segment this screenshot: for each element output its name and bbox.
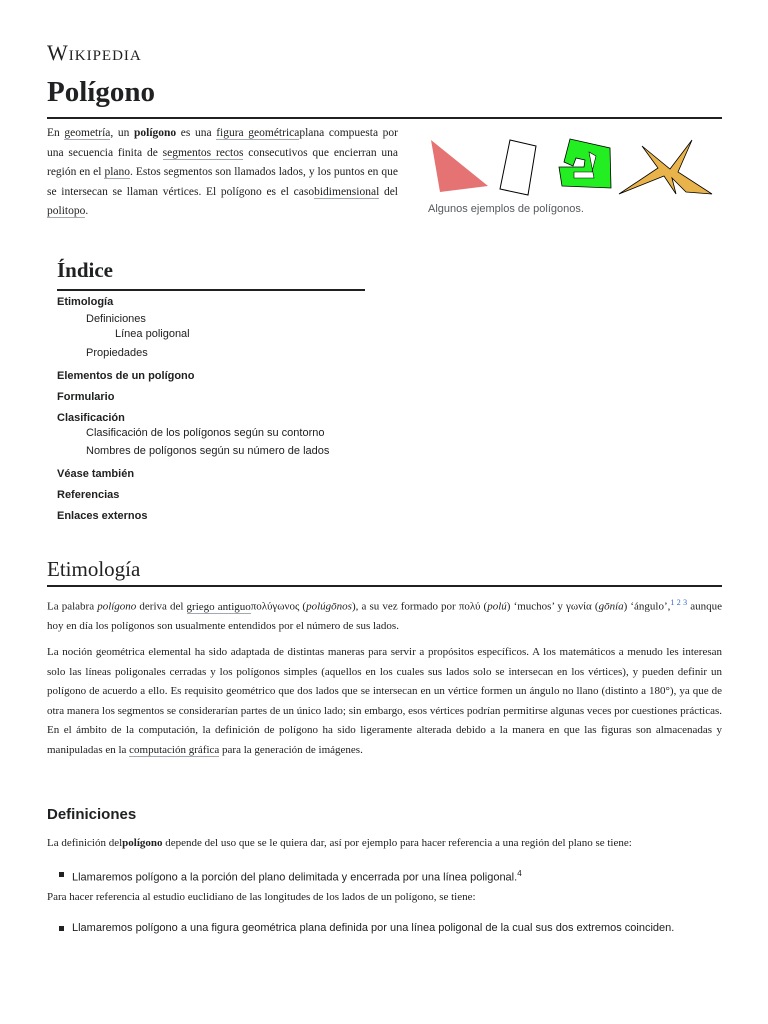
list-item: Llamaremos polígono a una figura geométrica plana definida por una línea poligonal de la cual sus dos extremos coinciden. <box>58 920 737 936</box>
wikipedia-wordmark[interactable]: Wikipedia <box>47 40 142 65</box>
link-figura-geometrica[interactable]: figura geométrica <box>216 127 300 139</box>
toc-item-enlaces-externos[interactable]: Enlaces externos <box>57 510 148 522</box>
para-text: depende del uso que se le quiera dar, así por ejemplo para hacer referencia a una región del plano se tiene: <box>162 837 632 849</box>
para-text: πολύγωνος ( <box>250 600 307 613</box>
section-heading-definiciones: Definiciones <box>47 806 137 823</box>
reference-link[interactable]: 4 <box>517 869 522 878</box>
intro-text: . Estos segmentos son llamados lados, y los puntos en que se intersecan se llaman vértices. El polígono es el caso <box>47 166 398 198</box>
reference-links[interactable]: 1 2 3 <box>670 598 688 607</box>
intro-text: plana compuesta por una secuencia finita de <box>47 127 398 159</box>
intro-text: . <box>85 205 89 217</box>
link-computacion-grafica[interactable]: computación gráfica <box>129 743 220 756</box>
para-text: aunque hoy en día los polígonos son usualmente entendidos por el número de sus lados. <box>47 600 722 633</box>
table-of-contents <box>57 258 367 522</box>
toc-item-propiedades[interactable]: Propiedades <box>86 347 148 359</box>
intro-text: En <box>47 127 65 139</box>
bold-term: polígono <box>122 837 163 849</box>
link-griego-antiguo[interactable]: griego antiguo <box>186 600 251 613</box>
para-text: La definición del <box>47 837 123 849</box>
toc-item-clasificacion-contorno[interactable]: Clasificación de los polígonos según su contorno <box>86 427 325 439</box>
para-text: ) ‘muchos’ y γωνία ( <box>506 600 599 613</box>
intro-paragraph <box>47 124 398 222</box>
toc-title: Índice <box>57 258 114 282</box>
para-text: deriva del <box>136 600 187 613</box>
link-politopo[interactable]: politopo <box>47 205 86 217</box>
toc-divider <box>57 289 365 291</box>
link-bidimensional[interactable]: bidimensional <box>314 185 380 198</box>
etimologia-paragraph-2 <box>47 643 722 760</box>
link-segmentos-rectos[interactable]: segmentos rectos <box>162 146 244 159</box>
list-item-text: Llamaremos polígono a la porción del plano delimitada y encerrada por una línea poligonal. <box>72 871 518 884</box>
section-divider <box>47 585 722 587</box>
red-triangle-shape <box>431 140 488 192</box>
definiciones-paragraph-1 <box>47 834 722 854</box>
link-geometria[interactable]: geometría <box>64 127 111 139</box>
intro-bold-term: polígono <box>133 127 177 139</box>
toc-item-nombres-poligonos[interactable]: Nombres de polígonos según su número de lados <box>86 445 330 457</box>
para-text: La palabra <box>47 600 98 613</box>
link-plano[interactable]: plano <box>104 166 131 178</box>
intro-text: , un <box>110 127 134 139</box>
intro-text: del <box>379 185 398 198</box>
toc-item-elementos[interactable]: Elementos de un polígono <box>57 370 195 382</box>
list-item <box>58 866 737 886</box>
intro-text: es una <box>176 127 217 139</box>
toc-item-linea-poligonal[interactable]: Línea poligonal <box>115 328 190 340</box>
para-text: ), a su vez formado por πολύ ( <box>351 600 488 613</box>
para-text: ) ‘ángulo’, <box>623 600 671 613</box>
toc-item-definiciones[interactable]: Definiciones <box>86 313 146 325</box>
toc-item-vease-tambien[interactable]: Véase también <box>57 468 135 480</box>
italic-term: polú <box>487 600 507 613</box>
title-divider <box>47 117 722 119</box>
figure-caption: Algunos ejemplos de polígonos. <box>428 203 584 215</box>
para-text: La noción geométrica elemental ha sido adaptada de distintas maneras para servir a propósitos específicos. A los matemáticos a menudo les interesan solo las líneas poligonales cerradas y los polígonos simples (aquellos en los cuales sus lados solo se intersecan en los vértices), y pueden definir un polígono de acuerdo a ello. Es requisito geométrico que dos lados que se intersecan en un vértice formen un ángulo no llano (distinto a 180°), ya que de otra manera los segmentos se considerarían partes de un único lado; sin embargo, esos vértices podrían permitirse algunas veces por cuestiones prácticas. En el ámbito de la computación, la definición de polígono ha sido ligeramente alterada debido a la manera en que las figuras son almacenadas y manipuladas en la <box>47 646 722 756</box>
toc-item-referencias[interactable]: Referencias <box>57 489 120 501</box>
white-quadrilateral-shape <box>500 140 536 195</box>
italic-term: gōnía <box>598 600 624 613</box>
para-text: para la generación de imágenes. <box>219 743 363 756</box>
definiciones-paragraph-2: Para hacer referencia al estudio euclidiano de las longitudes de los lados de un polígono, se tiene: <box>47 891 476 903</box>
toc-item-clasificacion[interactable]: Clasificación <box>57 412 125 424</box>
toc-item-formulario[interactable]: Formulario <box>57 391 115 403</box>
italic-term: polígono <box>97 600 137 613</box>
page-title: Polígono <box>47 76 155 108</box>
section-heading-etimologia: Etimología <box>47 557 141 581</box>
orange-star-shape <box>619 140 712 194</box>
green-spiral-shape <box>559 139 611 188</box>
etimologia-paragraph-1 <box>47 593 722 637</box>
italic-term: polúgōnos <box>306 600 352 613</box>
intro-text: consecutivos que encierran una región en el <box>47 146 398 178</box>
toc-item-etimologia[interactable]: Etimología <box>57 296 114 308</box>
